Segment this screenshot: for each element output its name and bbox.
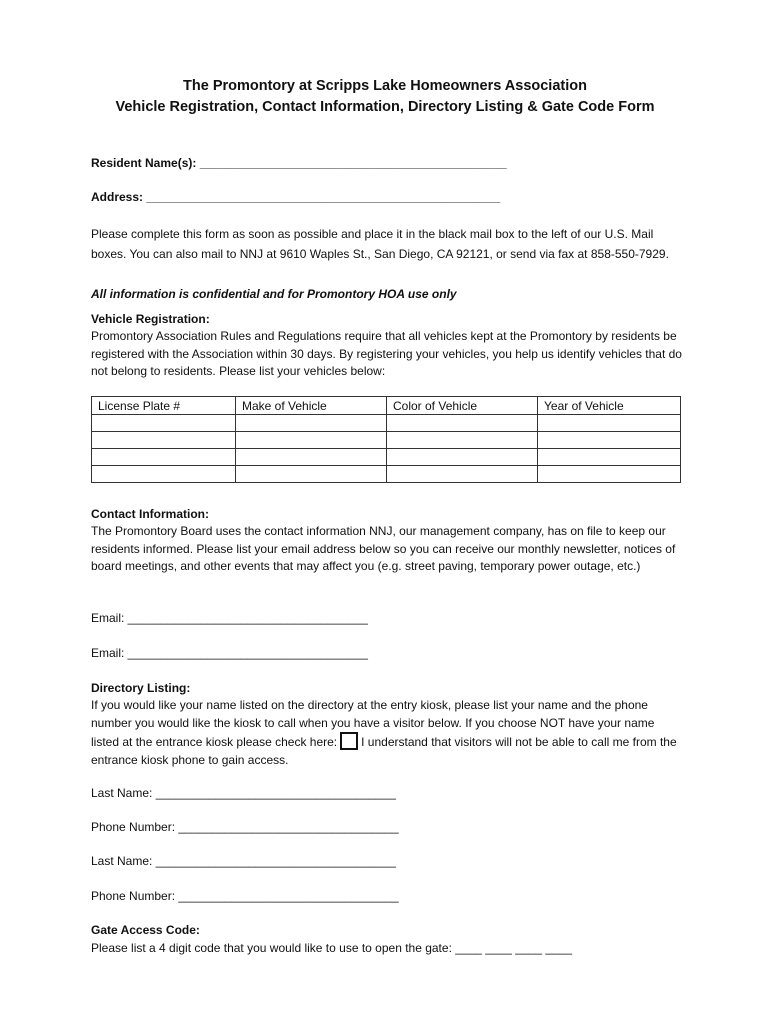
col-color: Color of Vehicle bbox=[387, 397, 538, 415]
license-plate-cell[interactable] bbox=[92, 415, 236, 432]
make-cell[interactable] bbox=[236, 449, 387, 466]
directory-heading: Directory Listing: bbox=[91, 681, 191, 695]
make-cell[interactable] bbox=[236, 415, 387, 432]
form-title-line1: The Promontory at Scripps Lake Homeowners Association bbox=[183, 78, 587, 94]
email-field-2[interactable]: Email: ____________________________________ bbox=[91, 646, 368, 660]
vehicle-table bbox=[91, 396, 681, 483]
address-field[interactable]: Address: _____________________________________________________ bbox=[91, 190, 501, 204]
license-plate-cell[interactable] bbox=[92, 466, 236, 483]
phone-field-2[interactable]: Phone Number: _________________________________ bbox=[91, 889, 399, 903]
year-cell[interactable] bbox=[538, 415, 681, 432]
resident-name-field[interactable]: Resident Name(s): ______________________________________________ bbox=[91, 156, 507, 170]
opt-out-checkbox[interactable] bbox=[340, 732, 358, 750]
color-cell[interactable] bbox=[387, 466, 538, 483]
vehicle-table-header bbox=[92, 397, 681, 415]
confidential-note: All information is confidential and for Promontory HOA use only bbox=[91, 287, 457, 301]
last-name-field-1[interactable]: Last Name: ____________________________________ bbox=[91, 786, 396, 800]
license-plate-cell[interactable] bbox=[92, 449, 236, 466]
table-row bbox=[92, 449, 681, 466]
make-cell[interactable] bbox=[236, 432, 387, 449]
directory-text-before: If you would like your name listed on the directory at the entry kiosk, please list your name and the phone number you would like the kiosk to call when you have a visitor below. If you choose NOT have your name listed at the entrance kiosk please check here: bbox=[91, 698, 655, 749]
color-cell[interactable] bbox=[387, 449, 538, 466]
vehicle-heading: Vehicle Registration: bbox=[91, 312, 210, 326]
contact-heading: Contact Information: bbox=[91, 507, 209, 521]
form-title-line2: Vehicle Registration, Contact Information, Directory Listing & Gate Code Form bbox=[115, 99, 655, 115]
email-field-1[interactable]: Email: ____________________________________ bbox=[91, 611, 368, 625]
intro-text: Please complete this form as soon as possible and place it in the black mail box to the left of our U.S. Mail boxes. You can also mail to NNJ at 9610 Waples St., San Diego, CA 92121, or send via fax at 858-550-7929. bbox=[91, 227, 669, 261]
vehicle-text: Promontory Association Rules and Regulations require that all vehicles kept at the Promontory by residents be registered with the Association within 30 days. By registering your vehicles, you help us identify vehicles that do not belong to residents. Please list your vehicles below: bbox=[91, 329, 682, 378]
year-cell[interactable] bbox=[538, 432, 681, 449]
table-row bbox=[92, 432, 681, 449]
table-row bbox=[92, 466, 681, 483]
directory-text-after: I understand that visitors will not be able to call me from the entrance kiosk phone to gain access. bbox=[91, 735, 677, 767]
col-make: Make of Vehicle bbox=[236, 397, 387, 415]
gate-code-field[interactable]: Please list a 4 digit code that you would like to use to open the gate: ____ ____ ____ ____ bbox=[91, 941, 573, 955]
directory-text bbox=[91, 697, 683, 769]
color-cell[interactable] bbox=[387, 432, 538, 449]
gate-heading: Gate Access Code: bbox=[91, 923, 200, 937]
phone-field-1[interactable]: Phone Number: _________________________________ bbox=[91, 820, 399, 834]
last-name-field-2[interactable]: Last Name: ____________________________________ bbox=[91, 854, 396, 868]
license-plate-cell[interactable] bbox=[92, 432, 236, 449]
year-cell[interactable] bbox=[538, 466, 681, 483]
year-cell[interactable] bbox=[538, 449, 681, 466]
color-cell[interactable] bbox=[387, 415, 538, 432]
col-license-plate: License Plate # bbox=[92, 397, 236, 415]
table-row bbox=[92, 415, 681, 432]
col-year: Year of Vehicle bbox=[538, 397, 681, 415]
make-cell[interactable] bbox=[236, 466, 387, 483]
contact-text: The Promontory Board uses the contact information NNJ, our management company, has on file to keep our residents informed. Please list your email address below so you can receive our monthly newsletter, notices of board meetings, and other events that may affect you (e.g. street paving, temporary power outage, etc.) bbox=[91, 524, 676, 573]
